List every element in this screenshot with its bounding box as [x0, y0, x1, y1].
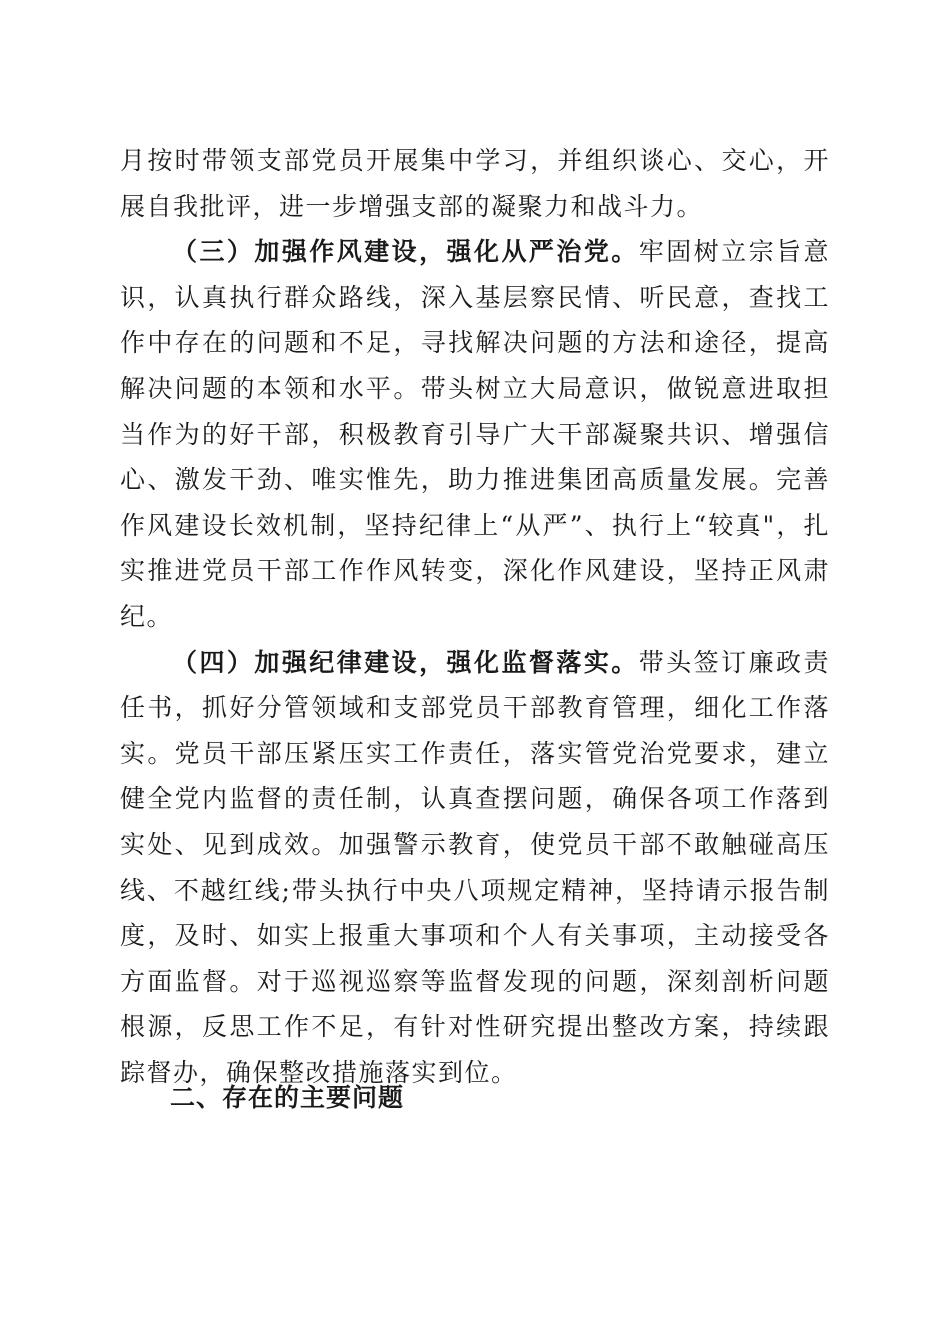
paragraph-lead: （四）加强纪律建设，强化监督落实。: [172, 647, 639, 677]
section-heading: 二、存在的主要问题: [170, 1083, 405, 1112]
paragraph-text: 月按时带领支部党员开展集中学习，并组织谈心、交心，开展自我批评，进一步增强支部的凝聚力和战斗力。: [120, 146, 830, 221]
paragraph-style-building: [120, 229, 830, 639]
paragraph-lead: （三）加强作风建设，强化从严治党。: [172, 237, 639, 267]
paragraph-discipline-building: [120, 640, 830, 1096]
body-text: [120, 138, 830, 1095]
paragraph-text: 牢固树立宗旨意识，认真执行群众路线，深入基层察民情、听民意，查找工作中存在的问题和不足，寻找解决问题的方法和途径，提高解决问题的本领和水平。带头树立大局意识，做锐意进取担当作为的好干部，积极教育引导广大干部凝聚共识、增强信心、激发干劲、唯实惟先，助力推进集团高质量发展。完善作风建设长效机制，坚持纪律上“从严”、执行上“较真"，扎实推进党员干部工作作风转变，深化作风建设，坚持正风肃纪。: [120, 237, 830, 631]
paragraph-continuation: [120, 138, 830, 229]
paragraph-text: 带头签订廉政责任书，抓好分管领域和支部党员干部教育管理，细化工作落实。党员干部压紧压实工作责任，落实管党治党要求，建立健全党内监督的责任制，认真查摆问题，确保各项工作落到实处、见到成效。加强警示教育，使党员干部不敢触碰高压线、不越红线;带头执行中央八项规定精神，坚持请示报告制度，及时、如实上报重大事项和个人有关事项，主动接受各方面监督。对于巡视巡察等监督发现的问题，深刻剖析问题根源，反思工作不足，有针对性研究提出整改方案，持续跟踪督办，确保整改措施落实到位。: [120, 647, 830, 1087]
